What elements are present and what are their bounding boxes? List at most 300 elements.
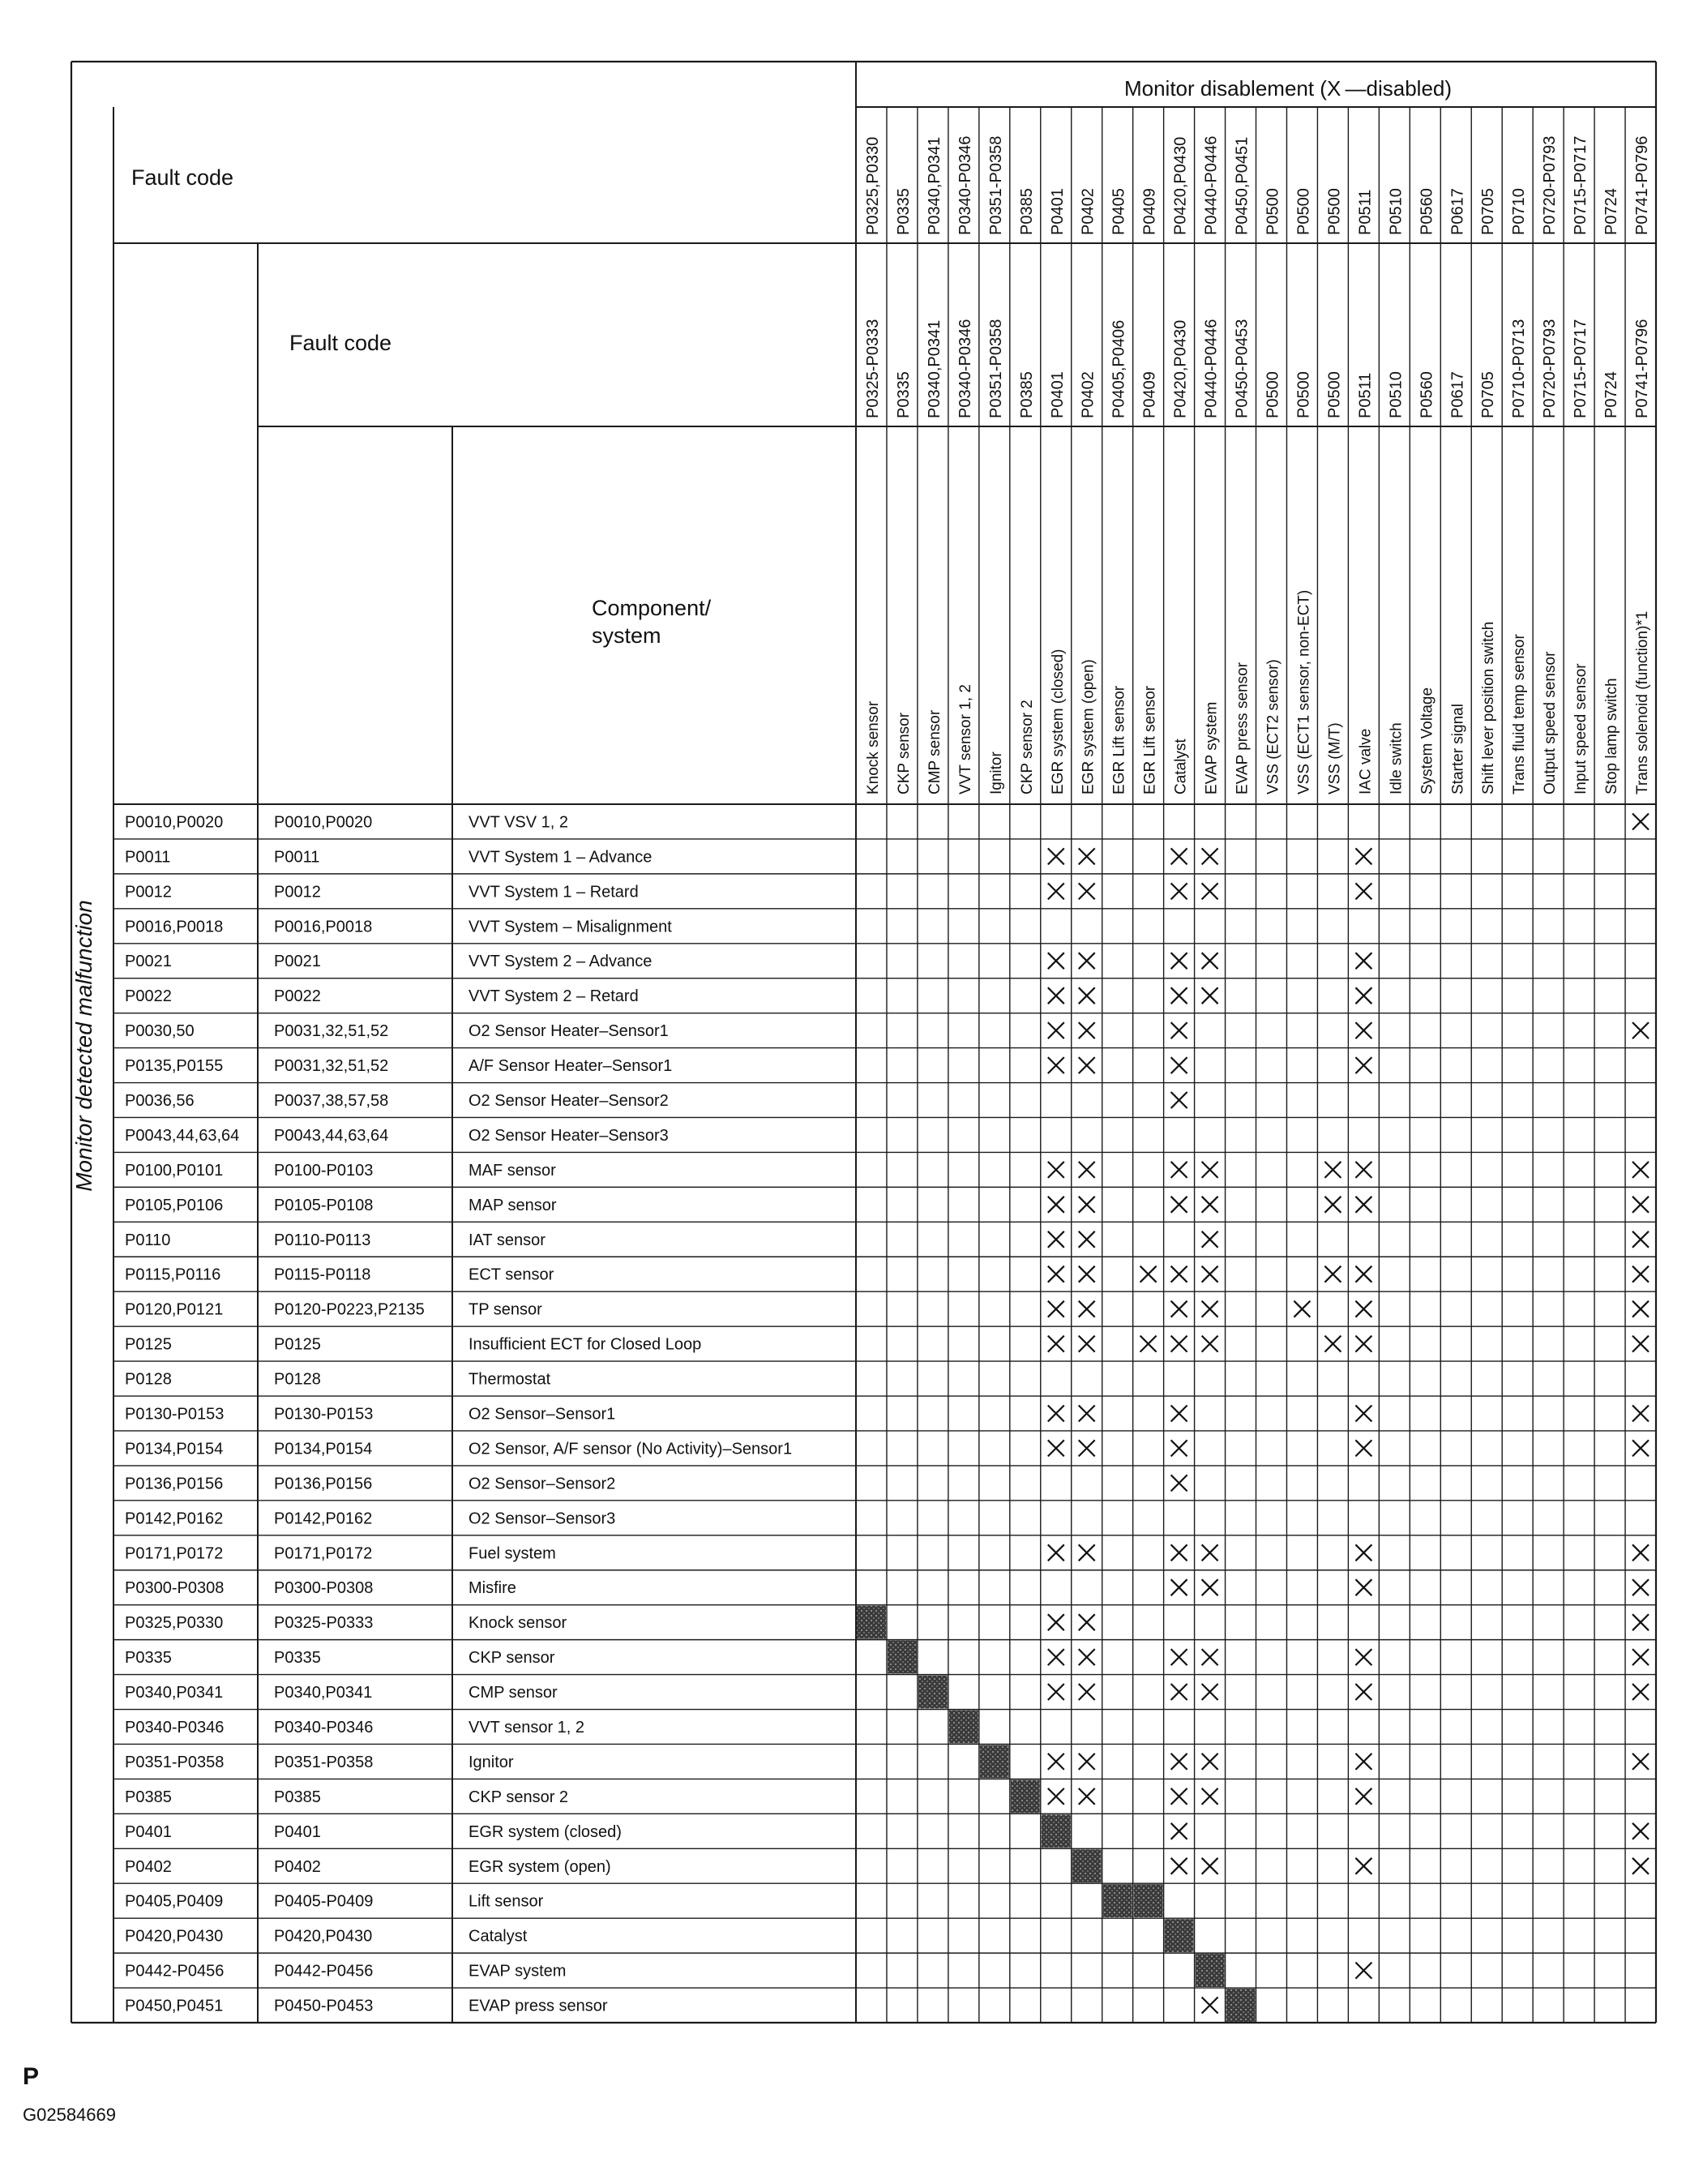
- column-code-outer: P0720-P0793: [1541, 135, 1560, 235]
- column-code-inner: P0500: [1325, 371, 1344, 418]
- disabled-x-mark: [1048, 1614, 1064, 1630]
- row-code-outer: P0130-P0153: [125, 1405, 225, 1424]
- row-component: EVAP press sensor: [469, 1997, 608, 2015]
- disabled-x-mark: [1355, 1022, 1371, 1038]
- disabled-x-mark: [1202, 1231, 1218, 1248]
- shaded-cell: [1196, 1954, 1225, 1987]
- disabled-x-mark: [1048, 1162, 1064, 1178]
- disabled-x-mark: [1632, 1544, 1649, 1561]
- row-code-inner: P0110-P0113: [274, 1231, 371, 1249]
- disabled-x-mark: [1632, 1336, 1649, 1352]
- disabled-x-mark: [1632, 1754, 1649, 1770]
- row-component: O2 Sensor Heater–Sensor3: [469, 1127, 669, 1145]
- disabled-x-mark: [1079, 1754, 1095, 1770]
- column-code-inner: P0724: [1602, 371, 1621, 418]
- disabled-x-mark: [1632, 1197, 1649, 1213]
- row-code-outer: P0115,P0116: [125, 1265, 221, 1284]
- row-code-outer: P0128: [125, 1370, 172, 1389]
- disabled-x-mark: [1355, 1301, 1371, 1317]
- disabled-x-mark: [1048, 1544, 1064, 1561]
- disabled-x-mark: [1355, 1406, 1371, 1422]
- disabled-x-mark: [1294, 1301, 1310, 1317]
- column-code-outer: P0705: [1479, 188, 1498, 235]
- disabled-x-mark: [1171, 1057, 1187, 1073]
- row-code-inner: P0016,P0018: [274, 918, 373, 936]
- column-name: VVT sensor 1, 2: [956, 684, 974, 794]
- column-code-inner: P0617: [1448, 371, 1467, 418]
- row-code-outer: P0351-P0358: [125, 1753, 225, 1771]
- disabled-x-mark: [1355, 987, 1371, 1004]
- disabled-x-mark: [1171, 1301, 1187, 1317]
- row-component: MAP sensor: [469, 1196, 557, 1214]
- disabled-x-mark: [1202, 1788, 1218, 1805]
- disabled-x-mark: [1171, 1406, 1187, 1422]
- row-component: TP sensor: [469, 1300, 542, 1319]
- row-code-inner: P0420,P0430: [274, 1927, 373, 1946]
- row-component: VVT System 1 – Retard: [469, 883, 639, 901]
- column-name: Trans fluid temp sensor: [1511, 634, 1529, 794]
- disabled-x-mark: [1202, 1336, 1218, 1352]
- column-name: Knock sensor: [865, 700, 882, 794]
- row-component: VVT VSV 1, 2: [469, 813, 569, 832]
- column-code-outer: P0500: [1325, 188, 1344, 235]
- column-code-inner: P0500: [1294, 371, 1313, 418]
- disabled-x-mark: [1079, 1406, 1095, 1422]
- disabled-x-mark: [1355, 1649, 1371, 1665]
- disabled-x-mark: [1079, 1440, 1095, 1456]
- disabled-x-mark: [1324, 1197, 1341, 1213]
- row-component: CKP sensor: [469, 1649, 555, 1668]
- column-name: CMP sensor: [926, 709, 943, 794]
- disabled-x-mark: [1355, 1579, 1371, 1595]
- disabled-x-mark: [1171, 1858, 1187, 1874]
- column-code-outer: P0409: [1140, 188, 1159, 235]
- column-name: EGR Lift sensor: [1141, 685, 1159, 794]
- row-code-inner: P0385: [274, 1788, 321, 1806]
- disabled-x-mark: [1171, 1336, 1187, 1352]
- disabled-x-mark: [1355, 1197, 1371, 1213]
- disabled-x-mark: [1202, 1544, 1218, 1561]
- disabled-x-mark: [1079, 1162, 1095, 1178]
- column-code-inner: P0511: [1356, 372, 1375, 418]
- column-code-outer: P0440-P0446: [1202, 135, 1221, 235]
- disabled-x-mark: [1632, 1301, 1649, 1317]
- disabled-x-mark: [1355, 1858, 1371, 1874]
- row-code-outer: P0100,P0101: [125, 1161, 224, 1180]
- shaded-cell: [1134, 1884, 1163, 1917]
- disabled-x-mark: [1632, 1440, 1649, 1456]
- disabled-x-mark: [1171, 1266, 1187, 1283]
- disabled-x-mark: [1355, 953, 1371, 969]
- row-code-outer: P0325,P0330: [125, 1614, 224, 1633]
- disabled-x-mark: [1079, 883, 1095, 899]
- column-name: Output speed sensor: [1542, 651, 1560, 794]
- column-name: CKP sensor: [895, 712, 913, 794]
- disabled-x-mark: [1202, 987, 1218, 1004]
- monitor-disablement-heading: Monitor disablement (X —disabled): [1123, 76, 1453, 101]
- row-component: IAT sensor: [469, 1231, 546, 1249]
- disabled-x-mark: [1171, 1544, 1187, 1561]
- figure-id: G02584669: [23, 2105, 116, 2125]
- column-code-outer: P0340,P0341: [925, 136, 943, 235]
- row-code-outer: P0401: [125, 1822, 172, 1841]
- row-component: VVT sensor 1, 2: [469, 1719, 585, 1736]
- disabled-x-mark: [1202, 1266, 1218, 1283]
- monitor-detected-malfunction-label: Monitor detected malfunction: [71, 900, 96, 1192]
- disabled-x-mark: [1632, 1022, 1649, 1038]
- disabled-x-mark: [1355, 1266, 1371, 1283]
- disabled-x-mark: [1048, 1266, 1064, 1283]
- row-code-inner: P0450-P0453: [274, 1997, 374, 2015]
- row-code-outer: P0450,P0451: [125, 1997, 224, 2015]
- disabled-x-mark: [1048, 987, 1064, 1004]
- disabled-x-mark: [1202, 1579, 1218, 1595]
- row-code-outer: P0142,P0162: [125, 1510, 224, 1528]
- column-code-outer: P0510: [1387, 188, 1406, 235]
- column-code-inner: P0720-P0793: [1541, 319, 1560, 418]
- row-code-outer: P0420,P0430: [125, 1927, 224, 1946]
- disabled-x-mark: [1079, 1022, 1095, 1038]
- row-component: EGR system (closed): [469, 1822, 622, 1841]
- row-code-inner: P0340,P0341: [274, 1684, 373, 1702]
- disabled-x-mark: [1202, 1197, 1218, 1213]
- disabled-x-mark: [1171, 987, 1187, 1004]
- column-code-inner: P0385: [1017, 371, 1036, 418]
- row-component: Lift sensor: [469, 1892, 544, 1911]
- row-code-inner: P0340-P0346: [274, 1719, 374, 1736]
- column-name: EGR Lift sensor: [1110, 685, 1128, 794]
- row-component: VVT System 2 – Retard: [469, 987, 639, 1006]
- row-code-inner: P0031,32,51,52: [274, 1022, 389, 1041]
- disabled-x-mark: [1171, 883, 1187, 899]
- column-code-inner: P0409: [1140, 371, 1159, 418]
- row-code-inner: P0171,P0172: [274, 1544, 373, 1563]
- row-component: Catalyst: [469, 1927, 528, 1946]
- shaded-cell: [1165, 1919, 1194, 1952]
- disabled-x-mark: [1632, 1649, 1649, 1665]
- page-letter: P: [23, 2063, 40, 2090]
- row-code-inner: P0010,P0020: [274, 813, 373, 832]
- disabled-x-mark: [1140, 1266, 1157, 1283]
- disabled-x-mark: [1048, 1336, 1064, 1352]
- disabled-x-mark: [1632, 1858, 1649, 1874]
- column-code-inner: P0325-P0333: [864, 319, 882, 418]
- disabled-x-mark: [1202, 883, 1218, 899]
- disabled-x-mark: [1079, 1649, 1095, 1665]
- row-code-inner: P0043,44,63,64: [274, 1127, 389, 1145]
- column-code-outer: P0500: [1264, 188, 1282, 235]
- row-code-outer: P0030,50: [125, 1022, 195, 1041]
- disabled-x-mark: [1632, 1231, 1649, 1248]
- row-component: Thermostat: [469, 1370, 551, 1389]
- shaded-cell: [1072, 1849, 1102, 1882]
- row-component: VVT System 1 – Advance: [469, 848, 653, 867]
- disabled-x-mark: [1171, 1579, 1187, 1595]
- column-name: EGR system (open): [1080, 659, 1098, 794]
- shaded-cell: [980, 1745, 1009, 1779]
- column-name: System Voltage: [1418, 687, 1436, 794]
- column-code-outer: P0335: [894, 188, 913, 235]
- column-code-outer: P0402: [1079, 188, 1098, 235]
- disabled-x-mark: [1140, 1336, 1157, 1352]
- disabled-x-mark: [1079, 953, 1095, 969]
- shaded-cell: [857, 1606, 886, 1639]
- disabled-x-mark: [1171, 953, 1187, 969]
- column-code-outer: P0724: [1602, 188, 1621, 235]
- row-component: Misfire: [469, 1579, 516, 1598]
- column-name: EVAP system: [1203, 701, 1221, 794]
- row-component: Ignitor: [469, 1753, 514, 1771]
- row-code-inner: P0335: [274, 1649, 321, 1668]
- disabled-x-mark: [1171, 1440, 1187, 1456]
- column-name: EGR system (closed): [1049, 649, 1067, 794]
- column-code-inner: P0340,P0341: [925, 319, 943, 418]
- row-component: Knock sensor: [469, 1614, 567, 1633]
- disabled-x-mark: [1632, 1266, 1649, 1283]
- column-code-outer: P0710: [1510, 188, 1529, 235]
- disabled-x-mark: [1171, 1649, 1187, 1665]
- column-code-outer: P0560: [1418, 188, 1436, 235]
- row-code-inner: P0405-P0409: [274, 1892, 374, 1911]
- column-code-inner: P0351-P0358: [986, 319, 1005, 418]
- row-component: O2 Sensor, A/F sensor (No Activity)–Sensor1: [469, 1440, 793, 1458]
- row-component: EVAP system: [469, 1962, 567, 1981]
- column-code-inner: P0510: [1387, 371, 1406, 418]
- disabled-x-mark: [1202, 1754, 1218, 1770]
- disabled-x-mark: [1048, 1649, 1064, 1665]
- row-component: O2 Sensor–Sensor2: [469, 1475, 616, 1493]
- column-code-inner: P0340-P0346: [956, 319, 974, 418]
- disabled-x-mark: [1171, 1684, 1187, 1700]
- row-component: O2 Sensor Heater–Sensor2: [469, 1092, 669, 1110]
- row-code-inner: P0136,P0156: [274, 1475, 373, 1493]
- column-name: VSS (M/T): [1326, 722, 1344, 794]
- disabled-x-mark: [1324, 1266, 1341, 1283]
- disabled-x-mark: [1632, 1162, 1649, 1178]
- row-code-outer: P0442-P0456: [125, 1962, 225, 1981]
- column-code-outer: P0511: [1356, 189, 1375, 235]
- row-component: MAF sensor: [469, 1161, 556, 1180]
- column-code-outer: P0500: [1294, 188, 1313, 235]
- shaded-cell: [918, 1676, 948, 1709]
- fault-code-label-inner: Fault code: [289, 331, 392, 355]
- column-name: Stop lamp switch: [1603, 678, 1621, 794]
- disabled-x-mark: [1202, 1858, 1218, 1874]
- column-code-inner: P0401: [1048, 371, 1067, 418]
- column-code-outer: P0401: [1048, 188, 1067, 235]
- row-code-outer: P0110: [125, 1231, 171, 1249]
- disabled-x-mark: [1355, 848, 1371, 864]
- column-code-outer: P0741-P0796: [1633, 135, 1651, 235]
- shaded-cell: [949, 1711, 978, 1744]
- disabled-x-mark: [1048, 1197, 1064, 1213]
- disabled-x-mark: [1079, 1614, 1095, 1630]
- row-code-inner: P0130-P0153: [274, 1405, 374, 1424]
- disabled-x-mark: [1048, 1684, 1064, 1700]
- row-code-outer: P0171,P0172: [125, 1544, 224, 1563]
- disabled-x-mark: [1355, 1963, 1371, 1979]
- disabled-x-mark: [1079, 987, 1095, 1004]
- row-component: A/F Sensor Heater–Sensor1: [469, 1057, 673, 1076]
- row-code-inner: P0125: [274, 1335, 321, 1354]
- row-code-inner: P0401: [274, 1822, 321, 1841]
- disabled-x-mark: [1048, 1057, 1064, 1073]
- disabled-x-mark: [1079, 1544, 1095, 1561]
- fault-code-label-outer: Fault code: [131, 165, 234, 190]
- row-code-outer: P0036,56: [125, 1092, 195, 1110]
- disabled-x-mark: [1171, 1092, 1187, 1108]
- disabled-x-mark: [1324, 1162, 1341, 1178]
- row-code-outer: P0134,P0154: [125, 1440, 224, 1458]
- column-code-outer: P0420,P0430: [1171, 136, 1190, 235]
- row-code-inner: P0442-P0456: [274, 1962, 374, 1981]
- disabled-x-mark: [1079, 1266, 1095, 1283]
- disabled-x-mark: [1355, 1788, 1371, 1805]
- row-code-inner: P0134,P0154: [274, 1440, 373, 1458]
- disabled-x-mark: [1048, 1788, 1064, 1805]
- column-name: EVAP press sensor: [1234, 662, 1252, 794]
- column-code-outer: P0450,P0451: [1233, 136, 1252, 235]
- disabled-x-mark: [1202, 1162, 1218, 1178]
- row-code-inner: P0351-P0358: [274, 1753, 374, 1771]
- row-component: Insufficient ECT for Closed Loop: [469, 1335, 702, 1354]
- disabled-x-mark: [1355, 1336, 1371, 1352]
- shaded-cell: [1011, 1779, 1040, 1813]
- column-name: Shift lever position switch: [1480, 621, 1498, 794]
- shaded-cell: [1103, 1884, 1132, 1917]
- column-code-outer: P0325,P0330: [864, 136, 882, 235]
- column-code-inner: P0741-P0796: [1633, 319, 1651, 418]
- shaded-cell: [888, 1641, 917, 1674]
- column-code-inner: P0715-P0717: [1572, 319, 1590, 418]
- disabled-x-mark: [1079, 1231, 1095, 1248]
- column-code-inner: P0402: [1079, 371, 1098, 418]
- disabled-x-mark: [1355, 1754, 1371, 1770]
- disabled-x-mark: [1632, 1614, 1649, 1630]
- disabled-x-mark: [1048, 1406, 1064, 1422]
- column-name: Input speed sensor: [1572, 663, 1590, 794]
- disabled-x-mark: [1171, 1788, 1187, 1805]
- disabled-x-mark: [1048, 953, 1064, 969]
- row-component: O2 Sensor–Sensor3: [469, 1510, 616, 1528]
- column-name: Idle switch: [1388, 722, 1406, 794]
- column-code-inner: P0705: [1479, 371, 1498, 418]
- disabled-x-mark: [1632, 1823, 1649, 1839]
- column-code-inner: P0710-P0713: [1510, 319, 1529, 418]
- column-name: VSS (ECT2 sensor): [1264, 659, 1282, 794]
- row-code-outer: P0021: [125, 953, 172, 971]
- row-code-outer: P0335: [125, 1649, 172, 1668]
- disabled-x-mark: [1355, 1544, 1371, 1561]
- row-code-inner: P0300-P0308: [274, 1579, 374, 1598]
- disabled-x-mark: [1171, 1022, 1187, 1038]
- disabled-x-mark: [1355, 1162, 1371, 1178]
- disabled-x-mark: [1202, 1301, 1218, 1317]
- disabled-x-mark: [1171, 848, 1187, 864]
- row-component: VVT System – Misalignment: [469, 918, 672, 936]
- row-code-inner: P0012: [274, 883, 321, 901]
- column-code-outer: P0617: [1448, 188, 1467, 235]
- column-code-inner: P0440-P0446: [1202, 319, 1221, 418]
- disabled-x-mark: [1048, 1301, 1064, 1317]
- row-code-outer: P0120,P0121: [125, 1300, 224, 1319]
- disabled-x-mark: [1202, 1998, 1218, 2014]
- column-name: IAC valve: [1357, 728, 1375, 794]
- row-code-outer: P0405,P0409: [125, 1892, 224, 1911]
- column-name: Trans solenoid (function)*1: [1634, 610, 1651, 794]
- disabled-x-mark: [1324, 1336, 1341, 1352]
- disabled-x-mark: [1079, 1197, 1095, 1213]
- disabled-x-mark: [1171, 1823, 1187, 1839]
- row-code-inner: P0100-P0103: [274, 1161, 374, 1180]
- row-code-outer: P0105,P0106: [125, 1196, 224, 1214]
- shaded-cell: [1226, 1989, 1256, 2022]
- column-code-outer: P0340-P0346: [956, 135, 974, 235]
- row-code-outer: P0136,P0156: [125, 1475, 224, 1493]
- row-code-inner: P0105-P0108: [274, 1196, 374, 1214]
- component-label-line2: system: [592, 623, 661, 648]
- disabled-x-mark: [1079, 1057, 1095, 1073]
- disabled-x-mark: [1171, 1197, 1187, 1213]
- column-code-inner: P0405,P0406: [1110, 319, 1128, 418]
- row-code-outer: P0043,44,63,64: [125, 1127, 240, 1145]
- row-code-inner: P0325-P0333: [274, 1614, 374, 1633]
- row-code-outer: P0340,P0341: [125, 1684, 224, 1702]
- column-code-outer: P0385: [1017, 188, 1036, 235]
- row-component: CKP sensor 2: [469, 1788, 569, 1806]
- column-code-inner: P0500: [1264, 371, 1282, 418]
- column-name: Catalyst: [1172, 739, 1190, 794]
- row-component: O2 Sensor–Sensor1: [469, 1405, 616, 1424]
- row-code-outer: P0300-P0308: [125, 1579, 225, 1598]
- row-code-inner: P0128: [274, 1370, 321, 1389]
- disabled-x-mark: [1171, 1475, 1187, 1491]
- row-code-outer: P0010,P0020: [125, 813, 224, 832]
- row-code-inner: P0022: [274, 987, 321, 1006]
- disablement-marks: [857, 814, 1649, 2023]
- disabled-x-mark: [1632, 1406, 1649, 1422]
- column-code-inner: P0420,P0430: [1171, 319, 1190, 418]
- disabled-x-mark: [1202, 953, 1218, 969]
- disabled-x-mark: [1355, 1684, 1371, 1700]
- disabled-x-mark: [1202, 848, 1218, 864]
- row-code-inner: P0402: [274, 1857, 321, 1876]
- disabled-x-mark: [1355, 1057, 1371, 1073]
- row-code-outer: P0011: [125, 848, 171, 867]
- disabled-x-mark: [1079, 848, 1095, 864]
- column-name: Ignitor: [987, 752, 1005, 794]
- disabled-x-mark: [1079, 1788, 1095, 1805]
- column-code-outer: P0405: [1110, 188, 1128, 235]
- column-code-inner: P0560: [1418, 371, 1436, 418]
- disabled-x-mark: [1079, 1684, 1095, 1700]
- row-code-outer: P0402: [125, 1857, 172, 1876]
- column-code-inner: P0335: [894, 371, 913, 418]
- disabled-x-mark: [1048, 1022, 1064, 1038]
- row-code-outer: P0385: [125, 1788, 172, 1806]
- disabled-x-mark: [1355, 883, 1371, 899]
- disabled-x-mark: [1171, 1754, 1187, 1770]
- disabled-x-mark: [1048, 1754, 1064, 1770]
- disabled-x-mark: [1048, 883, 1064, 899]
- row-code-inner: P0115-P0118: [274, 1265, 371, 1284]
- row-code-outer: P0135,P0155: [125, 1057, 224, 1076]
- row-code-outer: P0016,P0018: [125, 918, 224, 936]
- row-component: EGR system (open): [469, 1857, 611, 1876]
- row-component: CMP sensor: [469, 1684, 558, 1702]
- row-code-inner: P0011: [274, 848, 320, 867]
- disabled-x-mark: [1632, 1684, 1649, 1700]
